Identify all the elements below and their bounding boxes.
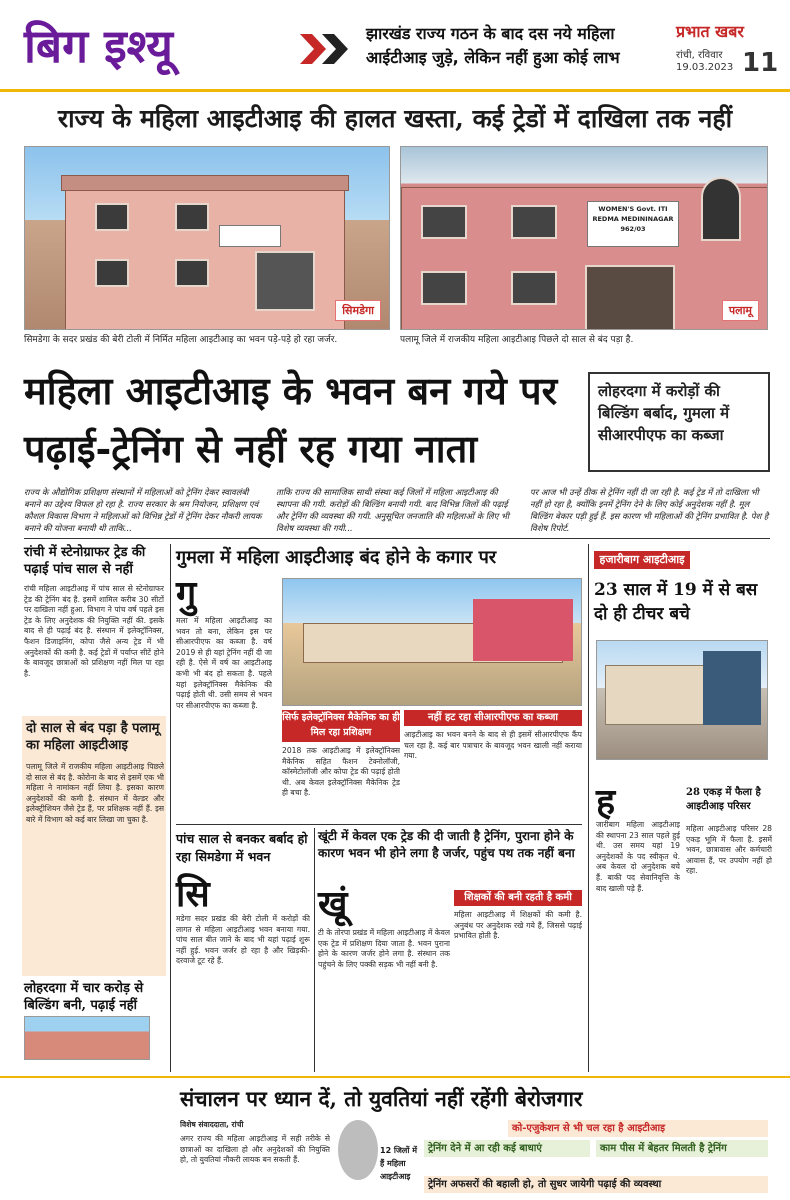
gumla-box1-title: सिर्फ इलेक्ट्रॉनिक्स मैकेनिक का ही मिल रहा प्रशिक्षण: [282, 710, 400, 742]
location-tag: पलामू: [722, 300, 759, 321]
khunti-sub-body: महिला आइटीआइ में शिक्षकों की कमी है. अनुबंध पर अनुदेशक रखे गये हैं, जिससे पढ़ाई प्रभावित होती है.: [454, 910, 582, 941]
simdega-body: मडेगा सदर प्रखंड की बेरी टोली में करोड़ों की लागत से महिला आइटीआइ भवन बनाया गया. पांच साल बीत जाने के बाद भी यहां पढ़ाई शुरू नहीं हुई. भवन जर्जर हो रहा है और खिड़की-दरवाजे टूट रहे हैं.: [176, 914, 310, 966]
footer-box1: को-एजुकेशन से भी चल रहा है आइटीआइ: [508, 1120, 768, 1137]
gumla-box2-title: नहीं हट रहा सीआरपीएफ का कब्जा: [404, 710, 582, 726]
ranchi-headline: रांची में स्टेनोग्राफर ट्रेड की पढ़ाई पांच साल से नहीं: [24, 545, 146, 577]
footer-section: [0, 1080, 790, 1200]
intro-paragraph: पर आज भी उन्हें ठीक से ट्रेनिंग नहीं दी जा रही है. कई ट्रेड में तो दाखिला भी नहीं हो रहा है, क्योंकि इनमें ट्रेनिंग देने के लिए कोई अनुदेशक नहीं है. मूल बिल्डिंग बेकार पड़ी हुई हैं. इस कारण भी महिलाओं की ट्रेनिंग प्रभावित है. पेश है विशेष रिपोर्ट.: [530, 487, 769, 533]
footer-body: अगर राज्य की महिला आइटीआइ में सही तरीके से छात्राओं का दाखिला हो और अनुदेशकों की नियुक्ति हो, तो युवतियां नौकरी लायक बन सकती हैं.: [180, 1134, 330, 1165]
hazaribagh-tag: हजारीबाग आइटीआइ: [594, 551, 690, 569]
section-title: बिग इश्यू: [24, 19, 173, 73]
institute-sign: WOMEN'S Govt. ITI REDMA MEDININAGAR 962/03: [587, 201, 679, 247]
simdega-dropcap: सि: [176, 873, 210, 915]
hazaribagh-body: जारीबाग महिला आइटीआइ की स्थापना 23 साल पहले हुई थी. उस समय यहां 19 अनुदेशकों के पद स्वीकृत थे. अब केवल दो अनुदेशक बचे हैं. बाकी पद सेवानिवृत्ति के बाद खाली पड़े हैं.: [596, 820, 680, 893]
footer-headline: संचालन पर ध्यान दें, तो युवतियां नहीं रहेंगी बेरोजगार: [180, 1086, 583, 1111]
side-highlight-box: लोहरदगा में करोड़ों की बिल्डिंग बर्बाद, गुमला में सीआरपीएफ का कब्जा: [588, 372, 770, 472]
place-day: रांची, रविवार: [676, 50, 723, 61]
page-header: [0, 0, 790, 92]
footer-byline: विशेष संवाददाता, रांची: [180, 1120, 244, 1129]
column-divider: [314, 828, 315, 1072]
hazaribagh-subhead: 28 एकड़ में फैला है आइटीआइ परिसर: [686, 787, 761, 812]
palamu-body: पलामू जिले में राजकीय महिला आइटीआइ पिछले दो साल से बंद है. कोरोना के बाद से इसमें एक भी महिला ने नामांकन नहीं लिया है. इसका कारण अनुदेशकों की कमी है. संस्थान में वेल्डर और इलेक्ट्रीशियन जैसे ट्रेड हैं, पर प्रशिक्षक नहीं हैं. इस बारे में विभाग को कई बार लिखा जा चुका है.: [26, 762, 164, 824]
photo-caption: पलामू जिले में राजकीय महिला आइटीआइ पिछले दो साल से बंद पड़ा है.: [400, 335, 634, 345]
photo-caption: सिमडेगा के सदर प्रखंड की बेरी टोली में निर्मित महिला आइटीआइ का भवन पड़े-पड़े हो रहा जर्जर.: [24, 335, 338, 345]
lohardaga-headline: लोहरदगा में चार करोड़ से बिल्डिंग बनी, पढ़ाई नहीं: [24, 981, 144, 1013]
paper-name: प्रभात खबर: [676, 22, 744, 41]
hazaribagh-sub-body: महिला आइटीआइ परिसर 28 एकड़ भूमि में फैला है. इसमें भवन, छात्रावास और कर्मचारी आवास हैं, पर उपयोग नहीं हो रहा.: [686, 824, 772, 876]
footer-box2: ट्रेनिंग देने में आ रही कई बाधाएं: [424, 1140, 590, 1157]
khunti-dropcap: खूं: [318, 883, 348, 925]
intro-paragraph: राज्य के औद्योगिक प्रशिक्षण संस्थानों में महिलाओं को ट्रेनिंग देकर स्वावलंबी बनाने का उद्देश्य विफल हो रहा है. राज्य सरकार के श्रम नियोजन, प्रशिक्षण एवं कौशल विकास विभाग ने महिलाओं को विभिन्न ट्रेडों में ट्रेनिंग देकर नौकरी लायक बनाने की योजना बनायी थी ताकि...: [24, 487, 262, 533]
khunti-headline: खूंटी में केवल एक ट्रेड की दी जाती है ट्रेनिंग, पुराना होने के कारण भवन भी होने लगा है जर्जर, पहुंच पथ तक नहीं बना: [318, 829, 575, 860]
photo-palamu: [400, 146, 768, 330]
location-tag: सिमडेगा: [335, 300, 381, 321]
gumla-headline: गुमला में महिला आइटीआइ बंद होने के कगार पर: [176, 547, 497, 568]
palamu-headline: दो साल से बंद पड़ा है पलामू का महिला आइटीआइ: [26, 721, 160, 753]
hazaribagh-dropcap: ह: [596, 781, 616, 823]
main-headline: महिला आइटीआइ के भवन बन गये पर पढ़ाई-ट्रेनिंग से नहीं रह गया नाता: [24, 368, 558, 471]
divider: [24, 538, 770, 539]
footer-box5: ट्रेनिंग अफसरों की बहाली हो, तो सुधर जायेगी पढ़ाई की व्यवस्था: [424, 1176, 768, 1193]
illustration: [338, 1120, 378, 1180]
gumla-dropcap: गु: [176, 573, 197, 615]
ranchi-body: रांची महिला आइटीआइ में पांच साल से स्टेनोग्राफर ट्रेड की ट्रेनिंग बंद है. इसमें शामिल करीब 30 सीटों पर दाखिला नहीं हुआ. विभाग ने पांच वर्ष पहले इस ट्रेड के लिए अनुदेशक की नियुक्ति नहीं की. इसके बाद से ही पढ़ाई बंद है. संस्थान में इलेक्ट्रॉनिक्स, फैशन डिजाइनिंग, कोपा जैसे अन्य ट्रेड में भी अनुदेशकों की कमी है. कई ट्रेडों में पर्याप्त सीटें होने के बावजूद छात्राओं को प्रशिक्षण नहीं मिल पा रहा है.: [24, 584, 164, 678]
gumla-photo: [282, 578, 582, 706]
photo-simdega: [24, 146, 390, 330]
footer-box4: 12 जिलों में हैं महिला आइटीआइ: [380, 1146, 417, 1181]
simdega-headline: पांच साल से बनकर बर्बाद हो रहा सिमडेगा में भवन: [176, 831, 308, 864]
column-divider: [588, 544, 589, 1072]
issue-date: 19.03.2023: [676, 62, 734, 73]
dateline: [676, 50, 733, 74]
top-headline: झारखंड राज्य गठन के बाद दस नये महिला आईटीआइ जुड़े, लेकिन नहीं हुआ कोई लाभ: [366, 24, 620, 67]
gumla-body: मला में महिला आइटीआइ का भवन तो बना, लेकिन इस पर सीआरपीएफ का कब्जा है. वर्ष 2019 से ही यहां ट्रेनिंग नहीं दी जा रही है. ऐसे में वर्ष का आइटीआइ कभी भी बंद हो सकता है. पहले यहां इलेक्ट्रॉनिक्स मैकेनिक की पढ़ाई होती थी. उसी समय से भवन पर सीआरपीएफ का कब्जा है.: [176, 616, 272, 710]
khunti-body: टी के तोरपा प्रखंड में महिला आइटीआइ में केवल एक ट्रेड में प्रशिक्षण दिया जाता है. भवन पुराना होने के कारण जर्जर होने लगा है. संस्थान तक पहुंचने के लिए पक्की सड़क भी नहीं बनी है.: [318, 928, 450, 969]
divider: [0, 1076, 790, 1078]
divider: [176, 824, 582, 825]
khunti-sub-title: शिक्षकों की बनी रहती है कमी: [454, 890, 582, 906]
lead-headline: राज्य के महिला आइटीआइ की हालत खस्ता, कई ट्रेडों में दाखिला तक नहीं: [57, 104, 733, 133]
gumla-box1-body: 2018 तक आइटीआइ में इलेक्ट्रॉनिक्स मैकेनिक सहित फैशन टेक्नोलॉजी, कॉस्मेटोलॉजी और कोपा ट्रेड की पढ़ाई होती थी. अब केवल इलेक्ट्रॉनिक्स मैकेनिक ट्रेड ही बचा है.: [282, 746, 400, 798]
intro-paragraph: ताकि राज्य की सामाजिक साथी संस्था कई जिलों में महिला आइटीआइ की स्थापना की गयी. करोड़ों की बिल्डिंग बनायी गयी. बाद विभिन्न जिलों की पढ़ाई और ट्रेनिंग की व्यवस्था की गयी. अनुसूचित जनजाति की महिलाओं के लिए भी विशेष व्यवस्था की गयी...: [276, 487, 510, 533]
page-number: 11: [742, 48, 779, 78]
hazaribagh-headline: 23 साल में 19 में से बस दो ही टीचर बचे: [594, 580, 758, 624]
column-divider: [170, 544, 171, 1072]
gumla-box2-body: आइटीआइ का भवन बनने के बाद से ही इसमें सीआरपीएफ कैंप चल रहा है. कई बार पत्राचार के बावजूद भवन खाली नहीं कराया गया.: [404, 730, 582, 761]
lohardaga-photo: [24, 1016, 150, 1060]
hazaribagh-photo: [596, 640, 768, 760]
chevron-right-icon: [300, 34, 358, 64]
footer-box3: काम पीस में बेहतर मिलती है ट्रेनिंग: [596, 1140, 768, 1157]
